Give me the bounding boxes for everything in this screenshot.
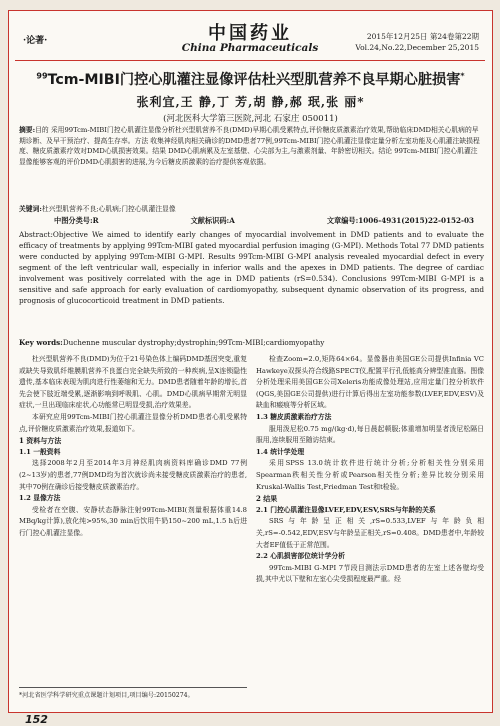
keywords-cn-label: 关键词: [19, 205, 42, 213]
authors: 张利宜,王 静,丁 芳,胡 静,郝 珉,张 丽* [136, 95, 365, 109]
keywords-cn [19, 204, 484, 214]
body-column-right [256, 354, 484, 586]
title-text: Tcm-MIBI门控心肌灌注显像评估杜兴型肌营养不良早期心脏损害 [47, 72, 461, 88]
article-title [9, 69, 492, 89]
page-frame [8, 10, 493, 726]
affiliation: (河北医科大学第三医院,河北 石家庄 050011) [163, 114, 338, 124]
journal-title-en: China Pharmaceuticals [181, 42, 319, 54]
abstract-en: Abstract:Objective We aimed to identify early changes of myocardial involvement in DMD patients and to evaluate the efficacy of treatments by applying 99Tcm-MIBI gated myocardial perfusion imaging (G-MPI). Methods Total 77 DMD patients were conducted by applying 99Tcm-MIBI G-MPI. Results 99Tcm-MIBI G-MPI analysis revealed myocardial defect in every segment of the left ventricular wall, especially in inferior walls and the apexes in DMD patients. The degree of cardiac involvement was positively correlated with the age in DMD patients (rS=0.534). Conclusions 99Tcm-MIBI G-MPI is a sensitive and safe approach for early evaluation of cardiomyopathy, subsequent dynamic observation of its progress, and prognosis of glucocorticoid treatment in DMD patients. [19, 230, 485, 305]
keywords-en-text: Duchenne muscular dystrophy;dystrophin;99Tcm-MIBI;cardiomyopathy [62, 338, 325, 347]
document-code: 文献标识码:A [190, 216, 235, 225]
body-column-left [19, 354, 247, 540]
class-number: 中图分类号:R [54, 216, 99, 225]
body-paragraph: 采用SPSS 13.0统计软件进行统计分析;分析相关性分别采用Spearman秩相关性分析或Pearson相关性分析;差异比较分别采用Kruskal-Wallis Test,Friedman Test和t检验。 [256, 459, 484, 491]
body-paragraph: 受检者在空腹、安静状态静脉注射99Tcm-MIBI(剂量根据体重14.8 MBq/kg计算),放化纯>95%,30 min后饮用牛奶150~200 mL,1.5 h后进行门控心肌灌注显像。 [19, 505, 247, 537]
keywords-cn-text: 杜兴型肌营养不良;心肌病;门控心肌灌注显像 [41, 205, 176, 213]
body-paragraph: 选择2008年2月至2014年3月神经肌肉病资料库确诊DMD 77例(2~13岁)的患者,77例DMD均为首次就诊尚未接受糖皮质激素治疗的患者,其中70例在确诊后接受糖皮质激素治疗。 [19, 459, 247, 491]
section-heading: 1 资料与方法 [19, 436, 62, 446]
body-paragraph: 检查Zoom=2.0,矩阵64×64。显像器由美国GE公司提供Infinia VC Hawkeye双探头符合线路SPECT仪,配置平行孔低能高分辨型准直器。图像分析处理采用美国GE公司Xeleris功能成像处理站,应用定量门控分析软件(QGS,美国GE公司提供)进行计算后得出左室功能参数(LVEF,EDV,ESV)及缺血和瘢痕等分析区域。 [256, 355, 484, 410]
keywords-en-label: Key words: [19, 338, 63, 347]
page-number: 152 [25, 713, 48, 726]
subsection-heading: 1.3 糖皮质激素治疗方法 [256, 412, 332, 421]
body-paragraph: 服用泼尼松0.75 mg/(kg·d),每日晨起顿服;体重增加明显者泼尼松隔日服用,连续服用至随访结束。 [256, 424, 484, 445]
body-paragraph: SRS与年龄呈正相关,rS=0.533,LVEF与年龄负相关,rS=-0.542,EDV,ESV与年龄呈正相关,rS=0.408。DMD患者中,年龄较大者EF值低于正常范围。 [256, 517, 484, 549]
issue-date-cn: 2015年12月25日 第24卷第22期 [366, 32, 479, 41]
classification-line [54, 216, 474, 226]
subsection-heading: 2.1 门控心肌灌注显像LVEF,EDV,ESV,SRS与年龄的关系 [256, 505, 436, 514]
issue-date-en: Vol.24,No.22,December 25,2015 [355, 43, 479, 52]
journal-header [15, 17, 485, 61]
footnote: *河北省医学科学研究重点课题计划项目,项目编号:20150274。 [19, 687, 247, 700]
title-superscript: 99 [36, 71, 48, 81]
body-paragraph: 杜兴型肌营养不良(DMD)为位于21号染色体上编码DMD基因突变,重复或缺失导致肌纤维膜肌营养不良蛋白完全缺失所致的一种疾病,呈X连锁隐性遗传,基本临床表现为肌肉进行性萎缩和无力。DMD患者随着年龄的增长,首先会使下肢近端受累,逐渐影响到呼吸肌、心肌。DMD心肌病早期常无明显症状,一旦出现临床症状,心功能常已明显受损,治疗效果差。 [19, 355, 247, 410]
abstract-cn-label: 摘要: [19, 126, 36, 134]
subsection-heading: 1.1 一般资料 [19, 447, 61, 456]
body-paragraph: 本研究应用99Tcm-MIBI门控心肌灌注显像分析DMD患者心肌受累特点,评价糖皮质激素治疗效果,报道如下。 [19, 412, 247, 433]
abstract-cn-text: 目的 采用99Tcm-MIBI门控心肌灌注显像分析杜兴型肌营养不良(DMD)早期心肌受累特点,评价糖皮质激素治疗效果,帮助临床DMD相关心肌病的早期诊断、及早干预治疗、提高生存率。方法 收集神经肌肉相关确诊的DMD患者77例,99Tcm-MIBI门控心肌灌注显像定量分析左室功能及心肌灌注缺损程度、糖皮质激素疗效对DMD心肌损害效果。结果 DMD心肌病累及左室基壁、心尖部为主,与激素剂量、年龄密切相关。结论 99Tcm-MIBI门控心肌灌注显像能够客观的评价DMD心肌损害的进展,为今后糖皮质激素的治疗提供客观依据。 [19, 126, 480, 166]
section-tag: ·论著· [23, 36, 48, 46]
journal-title-cn: 中国药业 [208, 23, 292, 44]
section-heading: 2 结果 [256, 494, 278, 504]
article-number: 文章编号:1006-4931(2015)22-0152-03 [326, 216, 474, 225]
title-footnote-mark: * [460, 71, 465, 81]
keywords-en [19, 338, 484, 348]
subsection-heading: 1.4 统计学处理 [256, 447, 305, 456]
subsection-heading: 2.2 心肌损害部位统计学分析 [256, 552, 345, 561]
abstract-cn [19, 125, 484, 167]
subsection-heading: 1.2 显像方法 [19, 494, 61, 503]
body-paragraph: 99Tcm-MIBI G-MPI 7节段目测法示DMD患者的左室上述各壁均受损,其中尤以下壁和左室心尖受损程度最严重。经 [256, 563, 484, 584]
